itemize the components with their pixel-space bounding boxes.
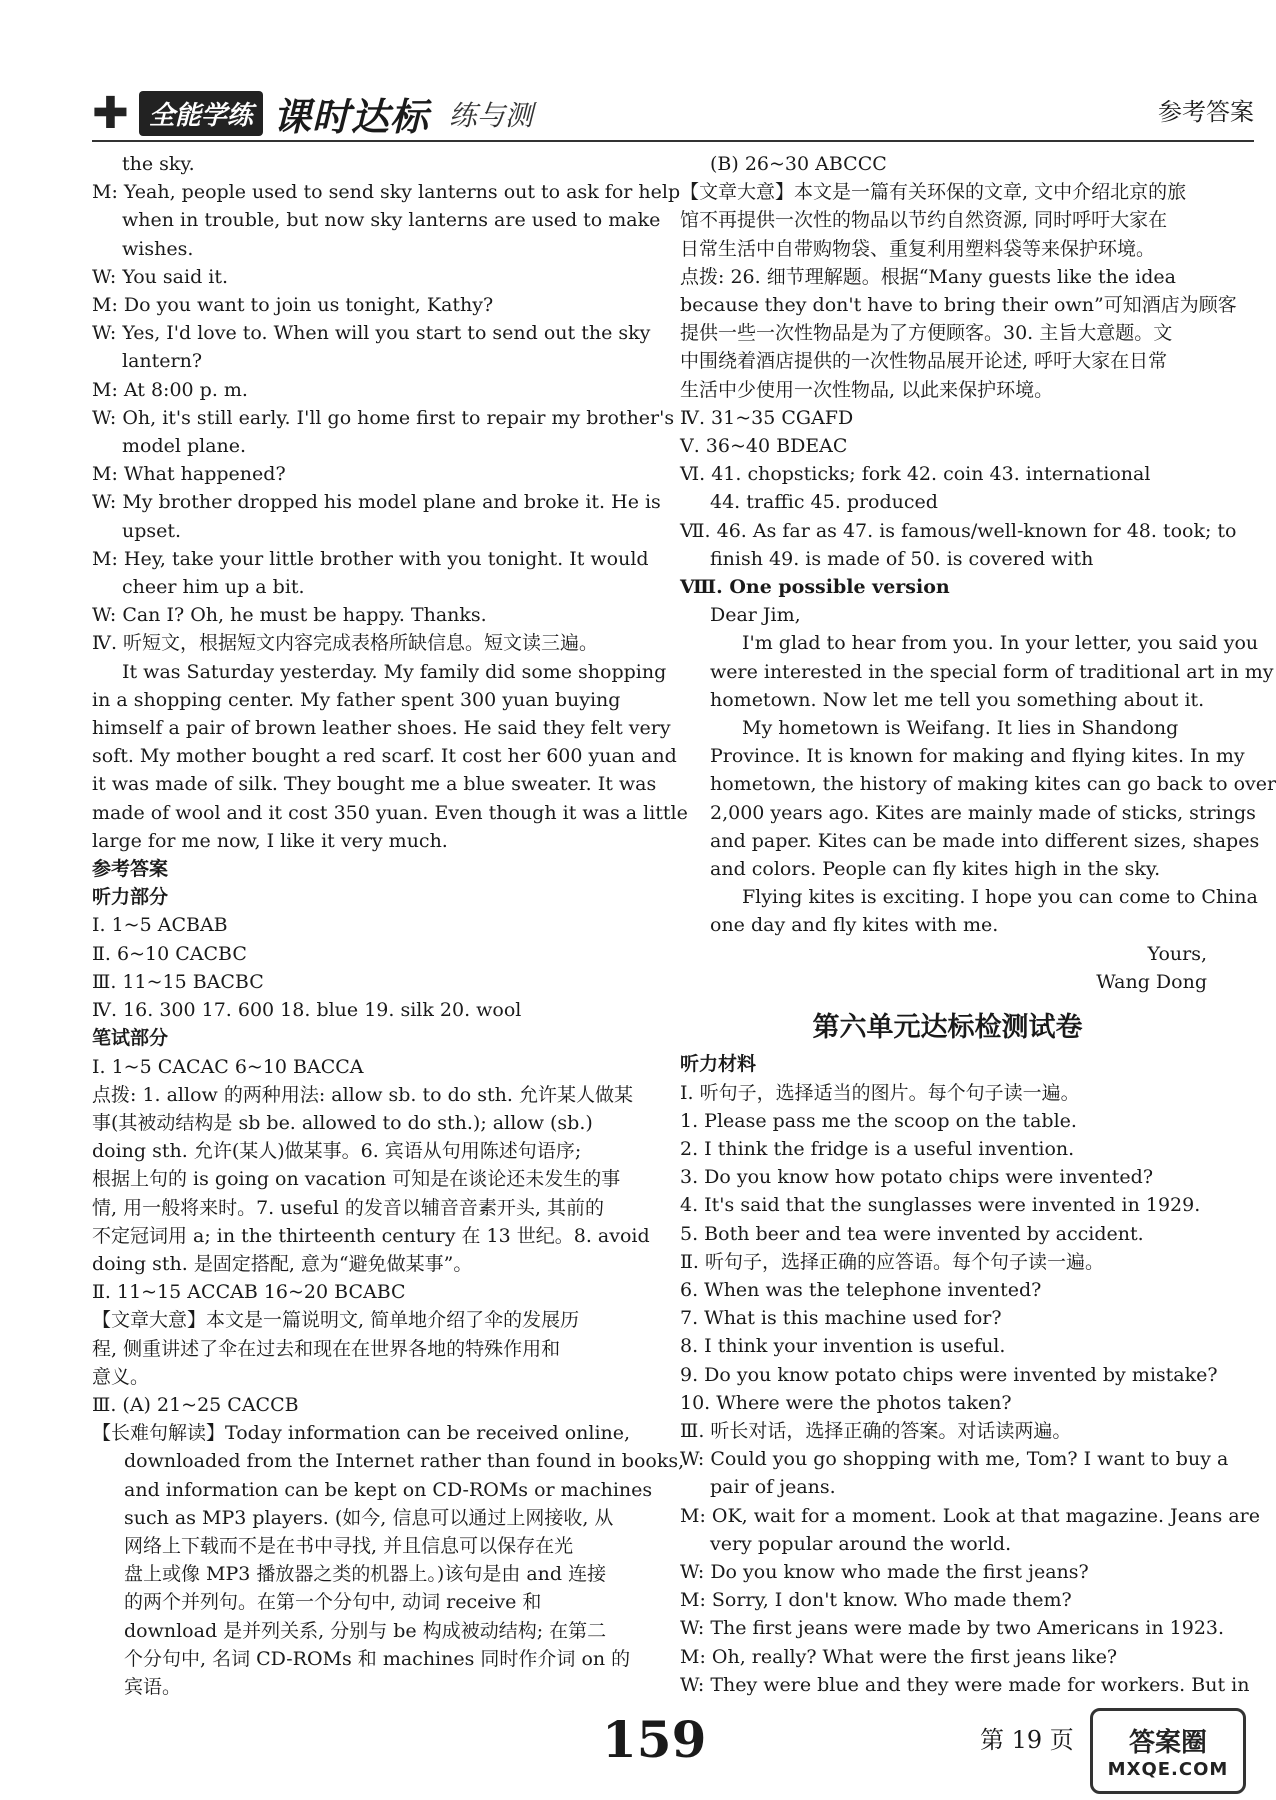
listening-sentence: 3. Do you know how potato chips were invented? bbox=[680, 1166, 1154, 1189]
dialogue-line: W: You said it. bbox=[92, 265, 229, 288]
explanation-line: 不定冠词用 a; in the thirteenth century 在 13 世纪。8. avoid bbox=[92, 1224, 650, 1247]
listening-sentence: 5. Both beer and tea were invented by accident. bbox=[680, 1222, 1144, 1245]
explanation-line: doing sth. 允许(某人)做某事。6. 宾语从句用陈述句语序; bbox=[92, 1140, 582, 1163]
dialogue-line: wishes. bbox=[122, 237, 194, 260]
dialogue-line: upset. bbox=[122, 519, 182, 542]
letter-line: and colors. People can fly kites high in the sky. bbox=[710, 858, 1161, 881]
dialogue-line: M: OK, wait for a moment. Look at that magazine. Jeans are bbox=[680, 1504, 1260, 1527]
summary-line: 程, 侧重讲述了伞在过去和现在在世界各地的特殊作用和 bbox=[92, 1337, 561, 1360]
answer-line: Ⅰ. 1~5 CACAC 6~10 BACCA bbox=[92, 1055, 364, 1078]
dialogue-line: M: At 8:00 p. m. bbox=[92, 378, 248, 401]
letter-signature: Wang Dong bbox=[1096, 970, 1207, 993]
explanation-line: 生活中少使用一次性物品, 以此来保护环境。 bbox=[680, 378, 1054, 401]
book-title: 课时达标 bbox=[272, 95, 429, 139]
dialogue-line: when in trouble, but now sky lanterns are used to make bbox=[122, 209, 661, 232]
listening-sentence: 6. When was the telephone invented? bbox=[680, 1278, 1042, 1301]
dialogue-line: W: The first jeans were made by two Americans in 1923. bbox=[680, 1617, 1225, 1640]
summary-line: 【文章大意】本文是一篇说明文, 简单地介绍了伞的发展历 bbox=[92, 1309, 580, 1332]
left-column bbox=[92, 150, 688, 1701]
explanation-line: 根据上句的 is going on vacation 可知是在谈论还未发生的事 bbox=[92, 1168, 621, 1191]
analysis-line: 盘上或像 MP3 播放器之类的机器上。)该句是由 and 连接 bbox=[124, 1563, 607, 1586]
analysis-line: 网络上下载而不是在书中寻找, 并且信息可以保存在光 bbox=[124, 1534, 574, 1557]
dialogue-line: pair of jeans. bbox=[710, 1476, 836, 1499]
watermark-title: 答案圈 bbox=[1128, 1728, 1207, 1758]
answer-line: Ⅲ. 11~15 BACBC bbox=[92, 970, 264, 993]
dialogue-line: W: Yes, I'd love to. When will you start to send out the sky bbox=[92, 322, 651, 345]
passage-line: in a shopping center. My father spent 300 yuan buying bbox=[92, 688, 621, 711]
summary-line: 日常生活中自带购物袋、重复利用塑料袋等来保护环境。 bbox=[680, 237, 1156, 260]
explanation-line: because they don't have to bring their own”可知酒店为顾客 bbox=[680, 294, 1237, 317]
sub-page-number: 第 19 页 bbox=[980, 1726, 1074, 1754]
answer-line: Ⅳ. 31~35 CGAFD bbox=[680, 406, 854, 429]
explanation-line: 提供一些一次性物品是为了方便顾客。30. 主旨大意题。文 bbox=[680, 322, 1173, 345]
letter-line: were interested in the special form of traditional art in my bbox=[710, 660, 1274, 683]
section-instruction: Ⅰ. 听句子，选择适当的图片。每个句子读一遍。 bbox=[680, 1081, 1080, 1104]
brand-logo bbox=[92, 86, 533, 141]
summary-line: 【文章大意】本文是一篇有关环保的文章, 文中介绍北京的旅 bbox=[680, 181, 1187, 204]
letter-line: I'm glad to hear from you. In your letter, you said you bbox=[742, 632, 1259, 655]
listening-sentence: 2. I think the fridge is a useful invention. bbox=[680, 1137, 1075, 1160]
letter-line: one day and fly kites with me. bbox=[710, 914, 999, 937]
explanation-line: 点拨: 1. allow 的两种用法: allow sb. to do sth. 允许某人做某 bbox=[92, 1083, 633, 1106]
passage-line: made of wool and it cost 350 yuan. Even though it was a little bbox=[92, 801, 688, 824]
analysis-line: 宾语。 bbox=[124, 1675, 182, 1698]
dialogue-line: W: Do you know who made the first jeans? bbox=[680, 1560, 1089, 1583]
dialogue-line: W: Oh, it's still early. I'll go home first to repair my brother's bbox=[92, 406, 675, 429]
summary-line: 馆不再提供一次性的物品以节约自然资源, 同时呼吁大家在 bbox=[680, 209, 1168, 232]
dialogue-line: M: Do you want to join us tonight, Kathy? bbox=[92, 294, 494, 317]
answer-line: Ⅰ. 1~5 ACBAB bbox=[92, 914, 228, 937]
passage-line: It was Saturday yesterday. My family did some shopping bbox=[122, 660, 667, 683]
dialogue-line: M: Sorry, I don't know. Who made them? bbox=[680, 1589, 1072, 1612]
explanation-line: 情, 用一般将来时。7. useful 的发音以辅音音素开头, 其前的 bbox=[92, 1196, 604, 1219]
listening-sentence: 1. Please pass me the scoop on the table. bbox=[680, 1109, 1077, 1132]
header-divider bbox=[92, 140, 1254, 142]
answer-line: Ⅲ. (A) 21~25 CACCB bbox=[92, 1393, 299, 1416]
page-number: 159 bbox=[602, 1710, 707, 1769]
listening-sentence: 4. It's said that the sunglasses were invented in 1929. bbox=[680, 1194, 1201, 1217]
dialogue-line: very popular around the world. bbox=[710, 1532, 1012, 1555]
explanation-line: doing sth. 是固定搭配, 意为“避免做某事”。 bbox=[92, 1252, 473, 1275]
section-instruction: Ⅳ. 听短文，根据短文内容完成表格所缺信息。短文读三遍。 bbox=[92, 632, 599, 655]
listening-heading: 听力部分 bbox=[92, 886, 169, 909]
dialogue-line: W: Could you go shopping with me, Tom? I want to buy a bbox=[680, 1448, 1229, 1471]
answer-line: finish 49. is made of 50. is covered with bbox=[710, 547, 1094, 570]
analysis-line: 的两个并列句。在第一个分句中, 动词 receive 和 bbox=[124, 1591, 542, 1614]
dialogue-line: W: Can I? Oh, he must be happy. Thanks. bbox=[92, 604, 487, 627]
dialogue-line: W: My brother dropped his model plane and broke it. He is bbox=[92, 491, 661, 514]
passage-line: himself a pair of brown leather shoes. He said they felt very bbox=[92, 717, 671, 740]
listening-sentence: 7. What is this machine used for? bbox=[680, 1307, 1002, 1330]
analysis-line: download 是并列关系, 分别与 be 构成被动结构; 在第二 bbox=[124, 1619, 607, 1642]
watermark-logo bbox=[1090, 1708, 1246, 1794]
page-header bbox=[0, 0, 1254, 150]
section-instruction: Ⅲ. 听长对话，选择正确的答案。对话读两遍。 bbox=[680, 1419, 1072, 1442]
written-heading: 笔试部分 bbox=[92, 1027, 169, 1050]
answer-line: Ⅶ. 46. As far as 47. is famous/well-known for 48. took; to bbox=[680, 519, 1237, 542]
dialogue-line: W: They were blue and they were made for workers. But in bbox=[680, 1673, 1250, 1696]
answers-heading: 参考答案 bbox=[92, 858, 169, 881]
unit-test-title: 第六单元达标检测试卷 bbox=[812, 1012, 1083, 1044]
listening-sentence: 10. Where were the photos taken? bbox=[680, 1391, 1012, 1414]
dialogue-line: M: What happened? bbox=[92, 463, 286, 486]
brand-name: 全能学练 bbox=[139, 91, 263, 136]
right-column bbox=[680, 150, 1276, 1699]
logo-icon: ✚ bbox=[92, 88, 129, 139]
dialogue-line: model plane. bbox=[122, 435, 247, 458]
text-line: the sky. bbox=[122, 153, 195, 175]
listening-material-heading: 听力材料 bbox=[680, 1053, 757, 1076]
analysis-line: 【长难句解读】Today information can be received online, bbox=[92, 1422, 631, 1445]
letter-line: My hometown is Weifang. It lies in Shandong bbox=[742, 717, 1179, 740]
watermark-url: MXQE.COM bbox=[1107, 1759, 1229, 1780]
answer-line: 44. traffic 45. produced bbox=[710, 491, 938, 514]
answer-line: (B) 26~30 ABCCC bbox=[710, 153, 887, 175]
letter-closing: Yours, bbox=[1147, 942, 1207, 965]
letter-line: Province. It is known for making and flying kites. In my bbox=[710, 745, 1245, 768]
passage-line: soft. My mother bought a red scarf. It cost her 600 yuan and bbox=[92, 745, 677, 768]
header-section-label: 参考答案 bbox=[1158, 98, 1254, 126]
answer-line: Ⅱ. 11~15 ACCAB 16~20 BCABC bbox=[92, 1281, 406, 1304]
answer-line: Ⅴ. 36~40 BDEAC bbox=[680, 435, 848, 458]
essay-heading: Ⅷ. One possible version bbox=[680, 576, 950, 599]
letter-greeting: Dear Jim, bbox=[710, 604, 801, 627]
letter-line: hometown, the history of making kites can go back to over bbox=[710, 773, 1276, 796]
dialogue-line: cheer him up a bit. bbox=[122, 576, 305, 599]
answer-line: Ⅳ. 16. 300 17. 600 18. blue 19. silk 20. wool bbox=[92, 999, 522, 1022]
book-subtitle: 练与测 bbox=[448, 98, 533, 132]
dialogue-line: M: Yeah, people used to send sky lanterns out to ask for help bbox=[92, 181, 681, 204]
listening-sentence: 9. Do you know potato chips were invented by mistake? bbox=[680, 1363, 1218, 1386]
passage-line: large for me now, I like it very much. bbox=[92, 829, 448, 852]
explanation-line: 事(其被动结构是 sb be. allowed to do sth.); allow (sb.) bbox=[92, 1111, 593, 1134]
letter-line: hometown. Now let me tell you something about it. bbox=[710, 688, 1205, 711]
explanation-line: 中围绕着酒店提供的一次性物品展开论述, 呼吁大家在日常 bbox=[680, 350, 1168, 373]
dialogue-line: M: Hey, take your little brother with you tonight. It would bbox=[92, 547, 649, 570]
dialogue-line: lantern? bbox=[122, 350, 203, 373]
summary-line: 意义。 bbox=[92, 1365, 150, 1388]
letter-line: Flying kites is exciting. I hope you can come to China bbox=[742, 886, 1258, 909]
passage-line: it was made of silk. They bought me a blue sweater. It was bbox=[92, 773, 657, 796]
analysis-line: and information can be kept on CD-ROMs or machines bbox=[124, 1478, 653, 1501]
explanation-line: 点拨: 26. 细节理解题。根据“Many guests like the idea bbox=[680, 265, 1176, 288]
analysis-line: such as MP3 players. (如今, 信息可以通过上网接收, 从 bbox=[124, 1506, 614, 1529]
dialogue-line: M: Oh, really? What were the first jeans like? bbox=[680, 1645, 1118, 1668]
answer-line: Ⅱ. 6~10 CACBC bbox=[92, 942, 247, 965]
listening-sentence: 8. I think your invention is useful. bbox=[680, 1335, 1006, 1358]
letter-line: and paper. Kites can be made into different sizes, shapes bbox=[710, 829, 1260, 852]
analysis-line: 个分句中, 名词 CD-ROMs 和 machines 同时作介词 on 的 bbox=[124, 1647, 631, 1670]
answer-line: Ⅵ. 41. chopsticks; fork 42. coin 43. international bbox=[680, 463, 1151, 486]
letter-line: 2,000 years ago. Kites are mainly made of sticks, strings bbox=[710, 801, 1256, 824]
section-instruction: Ⅱ. 听句子，选择正确的应答语。每个句子读一遍。 bbox=[680, 1250, 1104, 1273]
analysis-line: downloaded from the Internet rather than found in books, bbox=[124, 1450, 685, 1473]
